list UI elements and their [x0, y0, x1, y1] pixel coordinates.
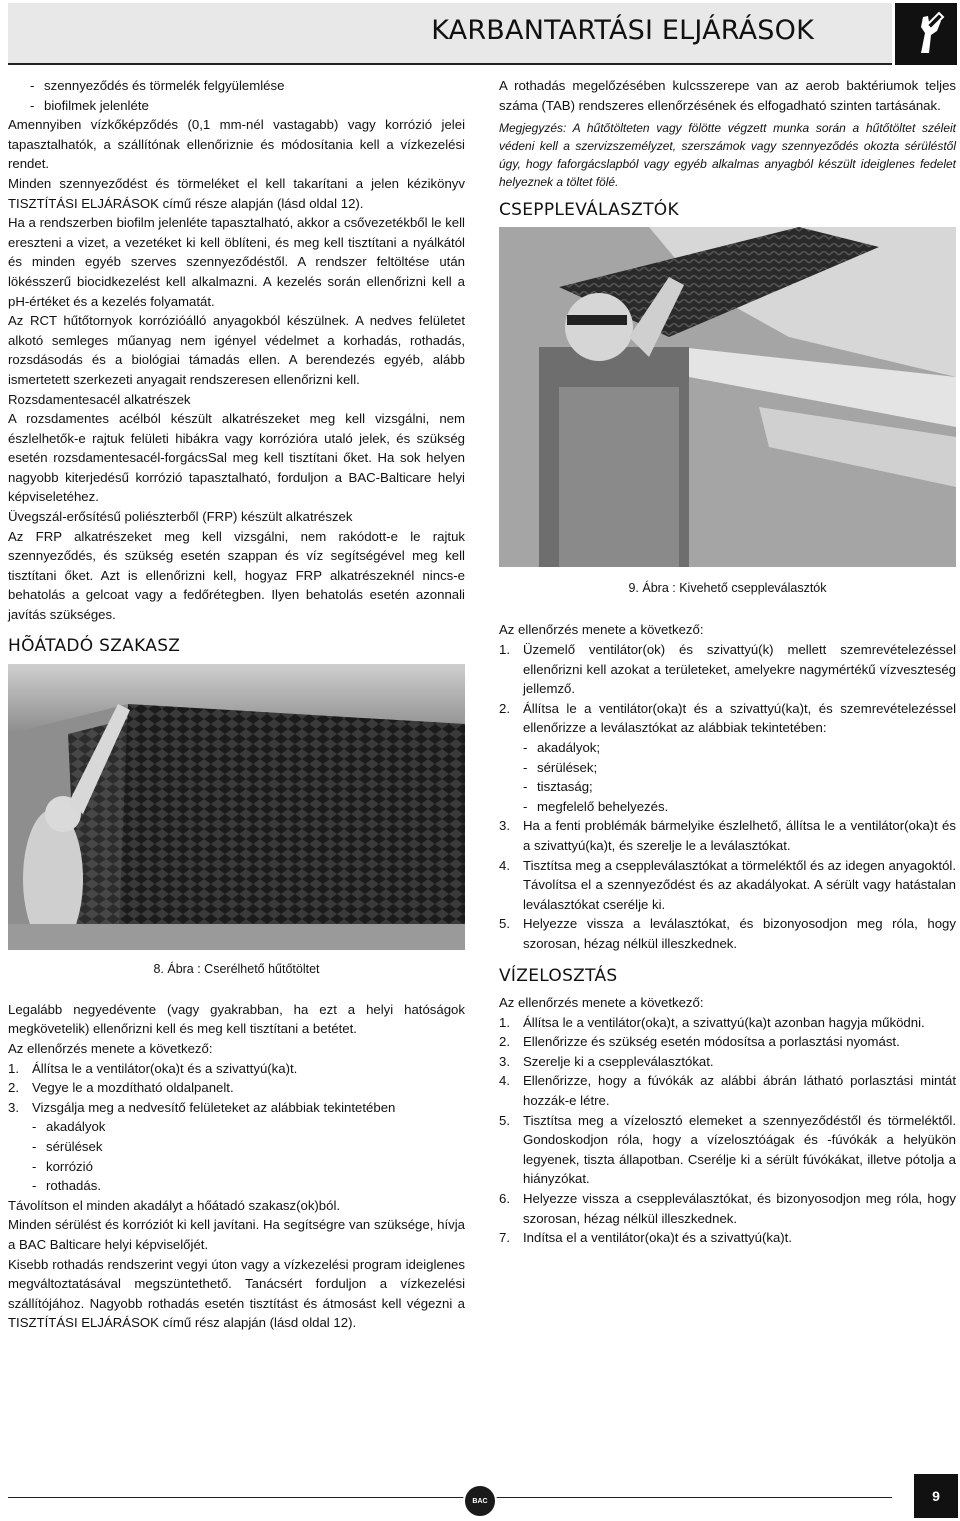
sub-item: - akadályok; — [523, 739, 601, 755]
paragraph: Az ellenőrzés menete a következő: — [499, 622, 704, 638]
dash-item: - biofilmek jelenléte — [8, 96, 465, 116]
section-heading: HÕÁTADÓ SZAKASZ — [8, 635, 181, 656]
paragraph: Legalább negyedévente (vagy gyakrabban, ha ezt a helyi hatóságok megkövetelik) ellenőrizni kell és meg kell tisztítani a betétet. — [8, 1001, 465, 1037]
sub-item: - korrózió — [32, 1158, 93, 1174]
section-heading: CSEPPLEVÁLASZTÓK — [499, 200, 679, 221]
paragraph: Az FRP alkatrészeket meg kell vizsgálni, nem rakódott-e le rajtuk szennyeződés, és szükség esetén szappan és víz segítségével meg kell tisztítani őket. Azt is ellenőrizni kell, hogyaz FRP alkatrészeknél nincs-e behatolás a gelcoat vagy a fedőrétegben. Ilyen behatolás esetén azonnali javítás szükséges. — [8, 528, 465, 623]
list-item: 6. Helyezze vissza a cseppleválasztókat, és bizonyosodjon meg róla, hogy szorosan, hézag nélkül illeszkednek. — [499, 1191, 956, 1226]
list-item: 3. Vizsgálja meg a nedvesítő felületeket az alábbiak tekintetében — [8, 1099, 396, 1115]
note: Megjegyzés: A hűtőtölteten vagy fölötte végzett munka során a hűtőtöltet széleit védeni kell a szervizszemélyzet, szerszámok vagy szennyeződés okozta sérüléstől úgy, hogy faforgácslapból vagy egyéb alkalmas anyagból készült ideiglenes fedelet helyeznek a töltet fölé. — [499, 121, 956, 190]
list-item: 2. Vegye le a mozdítható oldalpanelt. — [8, 1080, 234, 1096]
sub-item: - tisztaság; — [523, 779, 593, 795]
paragraph: Amennyiben vízkőképződés (0,1 mm-nél vastagabb) vagy korrózió jelei tapasztalhatók, a szállítónak ellenőriznie és módosítania kell a vízkezelési rendet. — [8, 117, 465, 172]
section-heading: VÍZELOSZTÁS — [499, 966, 618, 987]
paragraph: A rozsdamentes acélból készült alkatrészeket meg kell vizsgálni, nem észlelhetők-e rajtuk felületi hibákra vagy korrózióra utaló jelek, és szükség esetén rozsdamentesacél-forgácsSal meg kell tisztítani őket. Ha sok helyen nagyobb kiterjedésű korrózió tapasztalható, forduljon a BAC-Balticare helyi képviseletéhez. — [8, 411, 465, 505]
page-number: 9 — [914, 1474, 958, 1518]
list-item: 7. Indítsa el a ventilátor(oka)t és a szivattyú(ka)t. — [499, 1230, 792, 1246]
dash-item: - szennyeződés és törmelék felgyülemlése — [8, 76, 465, 96]
paragraph: Minden sérülést és korróziót ki kell javítani. Ha segítségre van szüksége, hívja a BAC Balticare helyi képviselőjét. — [8, 1217, 465, 1252]
paragraph: Minden szennyeződést és törmeléket el kell takarítani a jelen kézikönyv TISZTÍTÁSI ELJÁRÁSOK című része alapján (lásd oldal 12). — [8, 175, 465, 211]
wrench-hand-icon — [895, 3, 957, 65]
sub-item: - sérülések — [32, 1138, 103, 1154]
list-item: 2. Állítsa le a ventilátor(oka)t és a szivattyú(ka)t, és szemrevételezéssel ellenőrizze a leválasztókat az alábbiak tekintetében: — [499, 700, 956, 736]
fill-photo — [8, 664, 465, 950]
list-item: 3. Szerelje ki a cseppleválasztókat. — [499, 1053, 714, 1069]
left-column — [8, 76, 465, 1333]
page-title: KARBANTARTÁSI ELJÁRÁSOK — [431, 15, 814, 46]
bac-logo: BAC — [463, 1484, 497, 1518]
paragraph: Ha a rendszerben biofilm jelenléte tapasztalható, akkor a csővezetékből le kell ereszteni a vizet, a vezetéket ki kell öblíteni, és meg kell tisztítani a nyálkától és minden egyéb szerves szennyeződéstől. A rendszer feltöltése után lökésszerű biocidkezelést kell alkalmazni. A kezelés során ellenőrizni kell a pH-értéket és a kezelés folyamatát. — [8, 215, 465, 309]
sub-item: - rothadás. — [32, 1178, 101, 1194]
list-item: 2. Ellenőrizze és szükség esetén módosítsa a porlasztási nyomást. — [499, 1034, 900, 1050]
list-item: 5. Tisztítsa meg a vízelosztó elemeket a szennyeződéstől és törmeléktől. Gondoskodjon róla, hogy a vízelosztóágak és -fúvókák a helyükön legyenek, tiszta állapotban. Cserélje ki a sérült fúvókákat, illetve pótolja a hiányzókat. — [499, 1112, 956, 1187]
paragraph: Az ellenőrzés menete a következő: — [8, 1041, 213, 1056]
distribution-steps — [499, 1013, 956, 1248]
header-bar — [8, 3, 892, 65]
subheading: Üvegszál-erősítésű poliészterből (FRP) készült alkatrészek — [8, 509, 353, 525]
figure-caption: 9. Ábra : Kivehető cseppleválasztók — [628, 580, 827, 595]
paragraph: Az ellenőrzés menete a következő: — [499, 995, 704, 1011]
list-item: 3. Ha a fenti problémák bármelyike észlelhető, állítsa le a ventilátor(oka)t és a szivattyú(ka)t, és szerelje le a leválasztókat. — [499, 818, 956, 853]
eliminator-steps — [499, 640, 956, 738]
figure-caption: 8. Ábra : Cserélhető hűtőtöltet — [153, 962, 320, 977]
list-item: 1. Állítsa le a ventilátor(oka)t és a szivattyú(ka)t. — [8, 1060, 298, 1076]
paragraph: A rothadás megelőzésében kulcsszerepe van az aerob baktériumok teljes száma (TAB) rendszeres ellenőrzésének és elfogadható szinten tartásának. — [499, 78, 956, 113]
sub-item: - sérülések; — [523, 759, 598, 775]
list-item: 4. Ellenőrizze, hogy a fúvókák az alábbi ábrán látható porlasztási mintát hozzák-e létre. — [499, 1073, 956, 1109]
eliminator-steps-cont — [499, 816, 956, 953]
subheading: Rozsdamentesacél alkatrészek — [8, 391, 191, 407]
list-item: 5. Helyezze vissza a leválasztókat, és bizonyosodjon meg róla, hogy szorosan, hézag nélkül illeszkednek. — [499, 916, 956, 951]
right-column — [499, 76, 956, 1248]
footer-rule — [8, 1497, 892, 1498]
paragraph: Kisebb rothadás rendszerint vegyi úton vagy a vízkezelési program ideiglenes megváltoztatásával megszüntethető. Tanácsért forduljon a vízkezelési szállítójához. Nagyobb rothadás esetén tisztítást és átmosást kell végezni a TISZTÍTÁSI ELJÁRÁSOK című rész alapján (lásd oldal 12). — [8, 1256, 465, 1331]
list-item: 1. Állítsa le a ventilátor(oka)t, a szivattyú(ka)t azonban hagyja működni. — [499, 1014, 925, 1030]
eliminator-photo — [499, 227, 956, 567]
list-item: 1. Üzemelő ventilátor(ok) és szivattyú(k) mellett szemrevételezéssel ellenőrizni kell azokat a területeket, amelyekre nagymértékű vízveszteség jellemző. — [499, 641, 956, 697]
inspection-steps — [8, 1059, 465, 1118]
sub-item: - akadályok — [32, 1119, 106, 1135]
list-item: 4. Tisztítsa meg a cseppleválasztókat a törmeléktől és az idegen anyagoktól. Távolítsa el a szennyeződést és az akadályokat. A sérült vagy hatástalan leválasztókat cserélje ki. — [499, 857, 956, 912]
paragraph: Távolítson el minden akadályt a hőátadó szakasz(ok)ból. — [8, 1197, 341, 1213]
sub-item: - megfelelő behelyezés. — [523, 798, 669, 814]
paragraph: Az RCT hűtőtornyok korrózióálló anyagokból készülnek. A nedves felületet alkotó semleges műanyag nem igényel védelmet a korhadás, rothadás, rozsdásodás és a biológiai támadás ellen. A berendezés egyéb, alább ismertetett szerkezeti anyagait rendszeresen ellenőrizni kell. — [8, 313, 465, 387]
